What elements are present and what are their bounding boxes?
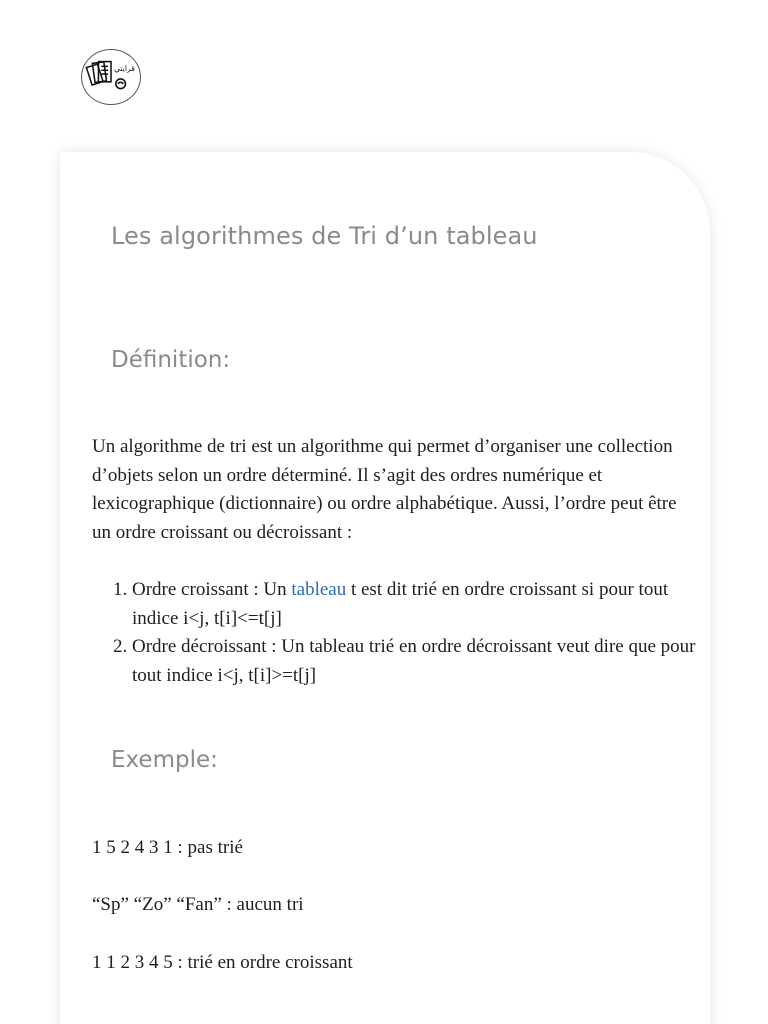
list-item-ascending: 1. Ordre croissant : Un tableau t est dit trié en ordre croissant si pour tout indice i<j, t[i]<=t[j] <box>132 576 702 633</box>
article-title: Les algorithmes de Tri d’un tableau <box>111 222 538 250</box>
example-line: 1 5 2 4 3 1 : pas trié <box>92 837 243 858</box>
example-line: 1 1 2 3 4 5 : trié en ordre croissant <box>92 952 353 973</box>
sort-order-list <box>92 576 702 690</box>
example-heading: Exemple: <box>111 747 218 773</box>
definition-heading: Définition: <box>111 347 231 373</box>
site-logo[interactable] <box>81 49 141 105</box>
cards-logo-icon <box>82 50 140 104</box>
definition-paragraph: Un algorithme de tri est un algorithme qui permet d’organiser une collection d’objets selon un ordre déterminé. Il s’agit des ordres numérique et lexicographique (dictionnaire) ou ordre alphabétique. Aussi, l’ordre peut être un ordre croissant ou décroissant : <box>92 436 677 543</box>
list-item-descending: 2. Ordre décroissant : Un tableau trié en ordre décroissant veut dire que pour tout indice i<j, t[i]>=t[j] <box>132 633 702 690</box>
example-line: “Sp” “Zo” “Fan” : aucun tri <box>92 894 304 915</box>
tableau-link[interactable]: tableau <box>291 579 347 600</box>
logo-text: قرايتي <box>114 64 135 74</box>
article-card <box>60 152 710 1024</box>
